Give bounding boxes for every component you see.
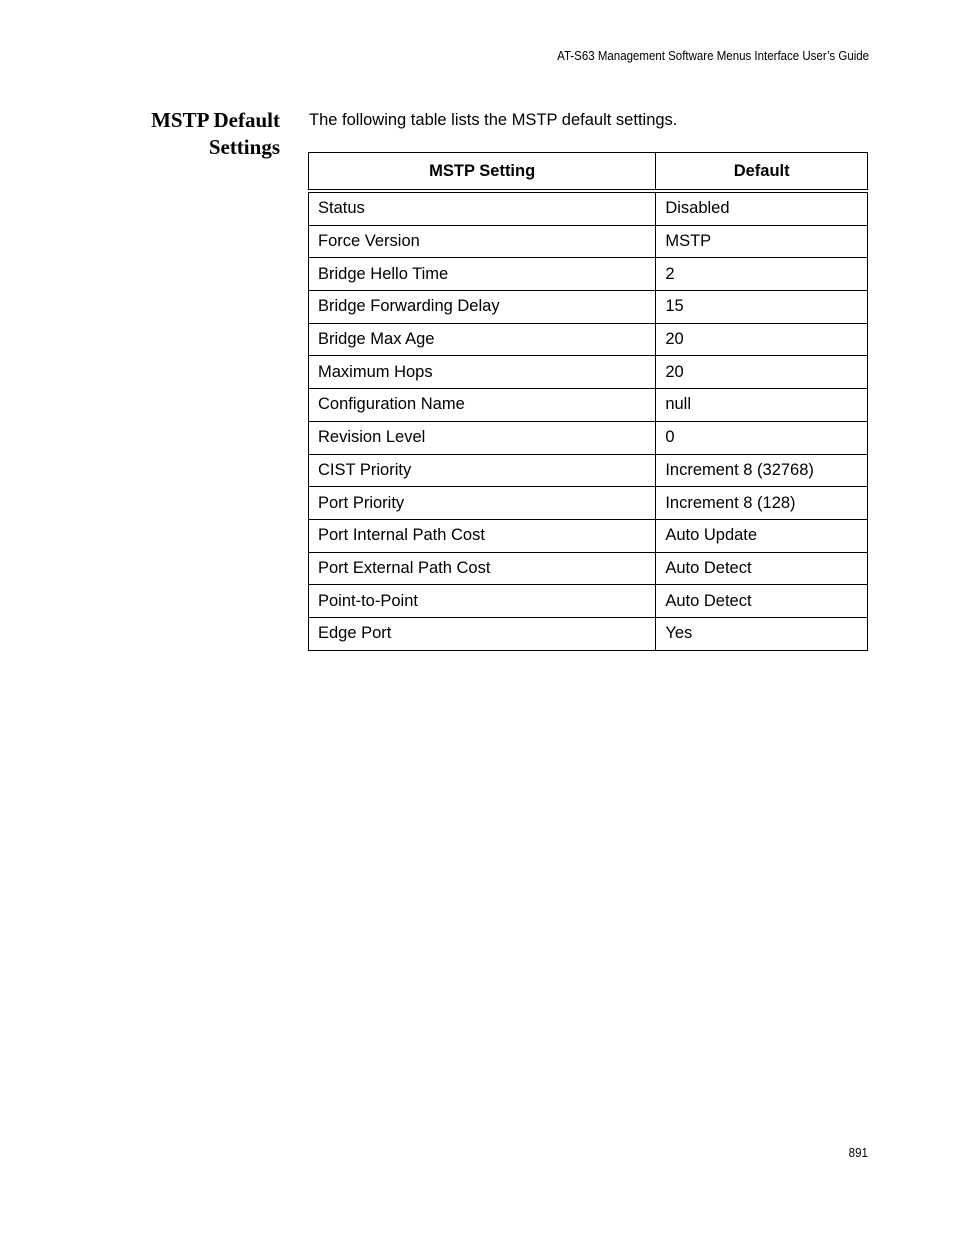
default-cell: Increment 8 (128): [656, 487, 868, 520]
default-cell: MSTP: [656, 225, 868, 258]
default-cell: 20: [656, 356, 868, 389]
section-heading-line-2: Settings: [208, 135, 280, 159]
default-cell: Auto Detect: [656, 552, 868, 585]
default-cell: Increment 8 (32768): [656, 454, 868, 487]
setting-cell: Port Priority: [309, 487, 656, 520]
default-cell: Auto Update: [656, 519, 868, 552]
setting-cell: Maximum Hops: [309, 356, 656, 389]
default-cell: Yes: [656, 617, 868, 650]
mstp-defaults-table: [308, 152, 868, 651]
table-row: [309, 291, 868, 324]
column-header-default: Default: [656, 153, 868, 192]
table-row: [309, 421, 868, 454]
table-header-row: [309, 153, 868, 192]
table-row: [309, 191, 868, 225]
table-row: [309, 389, 868, 422]
setting-cell: Status: [309, 191, 656, 225]
setting-cell: Port Internal Path Cost: [309, 519, 656, 552]
default-cell: Auto Detect: [656, 585, 868, 618]
intro-paragraph: The following table lists the MSTP default settings.: [309, 111, 678, 129]
setting-cell: Bridge Hello Time: [309, 258, 656, 291]
default-cell: 0: [656, 421, 868, 454]
running-header: AT-S63 Management Software Menus Interface User’s Guide: [557, 49, 869, 63]
default-cell: Disabled: [656, 191, 868, 225]
default-cell: 2: [656, 258, 868, 291]
default-cell: null: [656, 389, 868, 422]
default-cell: 20: [656, 323, 868, 356]
table-row: [309, 519, 868, 552]
setting-cell: CIST Priority: [309, 454, 656, 487]
section-heading: [80, 107, 280, 161]
section-heading-line-1: MSTP Default: [151, 108, 280, 132]
setting-cell: Configuration Name: [309, 389, 656, 422]
setting-cell: Port External Path Cost: [309, 552, 656, 585]
page-number: 891: [848, 1146, 868, 1160]
setting-cell: Bridge Forwarding Delay: [309, 291, 656, 324]
table-row: [309, 617, 868, 650]
table-row: [309, 258, 868, 291]
setting-cell: Edge Port: [309, 617, 656, 650]
table-row: [309, 225, 868, 258]
setting-cell: Point-to-Point: [309, 585, 656, 618]
table-row: [309, 585, 868, 618]
table-row: [309, 356, 868, 389]
table-row: [309, 323, 868, 356]
setting-cell: Bridge Max Age: [309, 323, 656, 356]
setting-cell: Revision Level: [309, 421, 656, 454]
table-row: [309, 552, 868, 585]
column-header-setting: MSTP Setting: [309, 153, 656, 192]
table-row: [309, 454, 868, 487]
default-cell: 15: [656, 291, 868, 324]
setting-cell: Force Version: [309, 225, 656, 258]
table-row: [309, 487, 868, 520]
